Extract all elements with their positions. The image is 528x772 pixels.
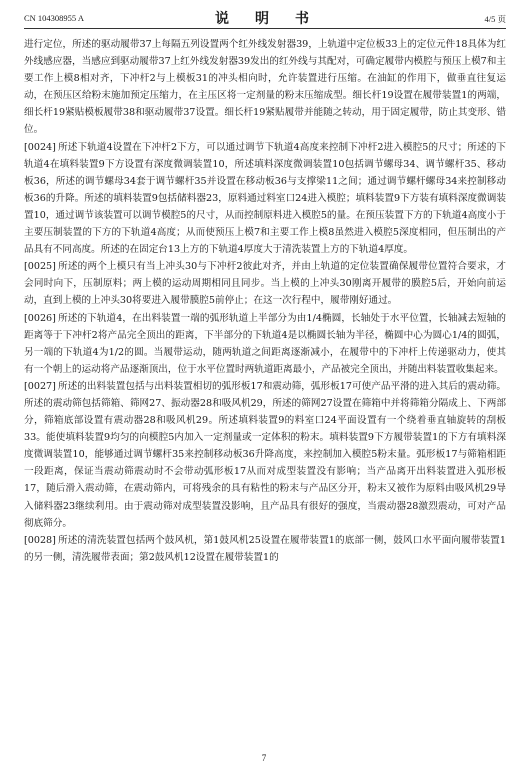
document-title: 说 明 书: [215, 11, 315, 27]
page-number: 7: [261, 753, 267, 763]
paragraph: [24, 258, 506, 309]
paragraph-number: [0028]: [24, 534, 56, 546]
paragraph-text: 所述的下轨道4，在出料装置一端的弧形轨道上半部分为由1/4椭圆，长轴处于水平位置，长轴减去短轴的距离等于下冲杆2将产品完全顶出的距离，下半部分的下轨道4是以椭圆长轴为半径，椭圆中心为圆心1/4的圆弧，另一端的下轨道4为1/2的圆。当履带运动，随两轨道之间距离逐渐减小，在履带中的下冲杆上传递驱动力，使其有一个朝上的运动将产品逐渐顶出，位于水平位置时两轨道距离最小，产品被完全顶出，并随出料装置收集起来。: [24, 312, 506, 375]
paragraph-text: 所述的清洗装置包括两个鼓风机，第1鼓风机25设置在履带装置1的底部一侧，鼓风口水平面向履带装置1的另一侧，清洗履带表面；第2鼓风机12设置在履带装置1的: [24, 534, 506, 563]
paragraph: [24, 139, 506, 259]
paragraph: [24, 36, 506, 139]
paragraph-text: 所述下轨道4设置在下冲杆2下方，可以通过调节下轨道4高度来控制下冲杆2进入模腔5的尺寸；所述的下轨道4在填料装置9下方设置有深度微调装置10，所述填料深度微调装置10包括调节螺母34、调节螺杆35、移动板36，所述的调节螺母34套于调节螺杆35并设置在移动板36与支撑梁11之间；通过调节螺杆螺母34来控制移动板36的升降。所述的填料装置9包括储料器23，原料通过料室口24进入模腔；填料装置9下方装有填料深度微调装置10，通过调节该装置可以调节模腔5的尺寸，从而控制原料进入模腔5的量。在预压装置下方的下轨道4高度小于主要压制装置的下方的下轨道4高度；从而使预压上模7和主要工作上模8虽然进入模腔5深度相同，但压制出的产品具有不同高度。所述的在固定台13上方的下轨道4厚度大于清洗装置上方的下轨道4厚度。: [24, 141, 506, 256]
paragraph-number: [0026]: [24, 312, 56, 324]
page-indicator: 4/5 页: [484, 14, 506, 24]
paragraph-text: 所述的两个上模只有当上冲头30与下冲杆2彼此对齐，并由上轨道的定位装置确保履带位置符合要求，才会同时向下，压制原料；两上模的运动周期相同且同步。当上模的上冲头30刚离开履带的膜腔5后，开始向前运动，直到上模的上冲头30将要进入履带膜腔5前停止；在这一次行程中，履带刚好通过。: [24, 261, 506, 307]
paragraph-number: [0024]: [24, 141, 56, 153]
paragraph-text: 所述的出料装置包括与出料装置相切的弧形板17和震动筛，弧形板17可使产品平滑的进入其后的震动筛。所述的震动筛包括筛箱、筛网27、振动器28和吸风机29，所述的筛网27设置在筛箱中并将筛箱分隔成上、下两部分，筛箱底部设置有震动器28和吸风机29。所述填料装置9的料室口24平面设置有一个绕着垂直轴旋转的刮板33。能使填料装置9均匀的向模腔5内加入一定剂量或一定体积的粉末。填料装置9下方履带装置1的下方有填料深度微调装置10，能够通过调节螺杆35来控制移动板36升降高度，来控制加入模腔5粉末量。弧形板17与筛箱相距一段距离，保证当震动筛震动时不会带动弧形板17从而对成型装置没有影响；当产品离开出料装置进入弧形板17，随后滑入震动筛，在震动筛内，可将残余的具有粘性的粉末与产品区分开，粉末又被作为原料由吸风机29导入储料器23继续利用。由于震动筛对成型装置没影响，且产品具有很好的强度，当震动器28激烈震动，可对产品彻底筛分。: [24, 380, 506, 529]
page-header: [24, 8, 506, 29]
paragraph: [24, 378, 506, 532]
paragraph-text: 进行定位，所述的驱动履带37上每隔五列设置两个红外线发射器39，上轨道中定位板33上的定位元件18具体为红外线感应器，当感应到驱动履带37上红外线发射器39发出的红外线与其配对，可确定履带内模腔与预压上模7和主要工作上模8相对齐，下冲杆2与上模板31的冲头相向时，允许装置进行压缩。在油缸的作用下，做垂直往复运动，在预压区给粉末施加预定压缩力，在主压区将一定剂量的粉末压缩成型。细长杆19设置在履带装置1的两端，细长杆19紧贴模板履带38和驱动履带37设置。细长杆19紧贴履带并能随之转动，用于固定履带，防止其变形、错位。: [24, 39, 506, 136]
paragraph: [24, 310, 506, 378]
document-body: [24, 36, 506, 746]
paragraph-number: [0027]: [24, 380, 56, 392]
publication-number: CN 104308955 A: [24, 13, 84, 23]
paragraph: [24, 532, 506, 566]
paragraph-number: [0025]: [24, 261, 56, 273]
